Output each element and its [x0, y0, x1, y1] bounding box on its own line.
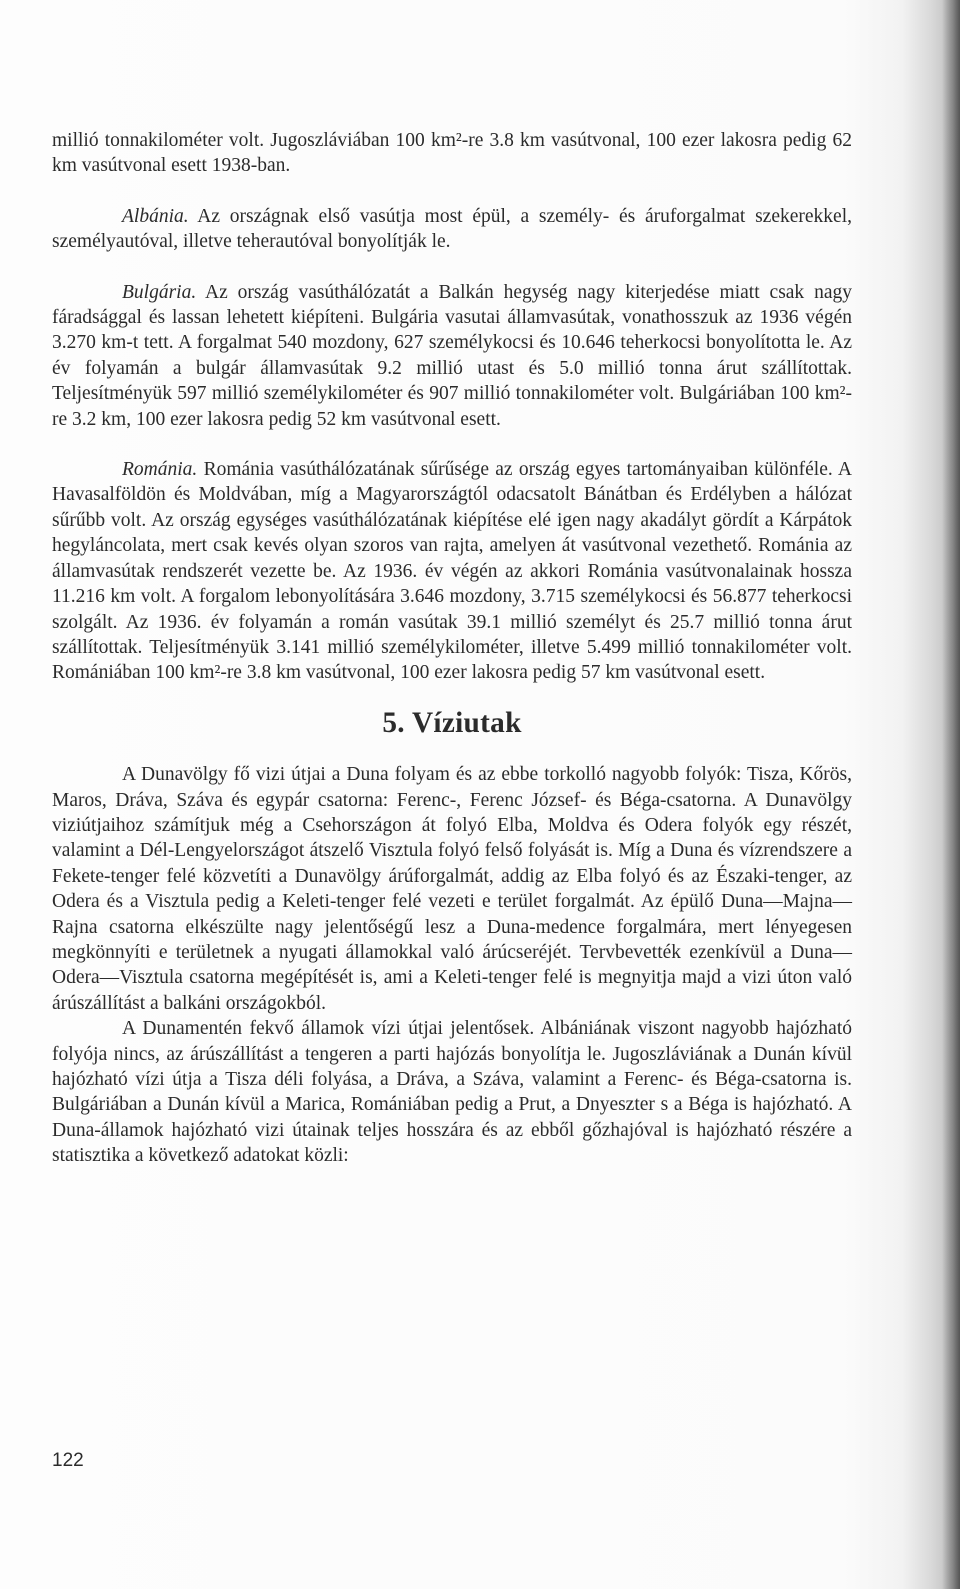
albania-paragraph: [52, 204, 852, 255]
bulgaria-text: Az ország vasúthálózatát a Balkán hegység nagy kiterjedése miatt csak nagy fáradsággal és lassan lehetett kiépíteni. Bulgária vasutai államvasútak, vonathosszuk az 1936 végén 3.270 km-t tett. A forgalmat 540 mozdony, 627 személykocsi és 10.646 teherkocsi bonyolította le. Az év folyamán a bulgár államvasútak 9.2 millió utast és 5.0 millió tonna árut szállítottak. Teljesítményük 597 millió személykilométer és 907 millió tonnakilométer volt. Bulgáriában 100 km²-re 3.2 km, 100 ezer lakosra pedig 52 km vasútvonal esett.: [52, 281, 852, 430]
opening-paragraph: millió tonnakilométer volt. Jugoszláviában 100 km²-re 3.8 km vasútvonal, 100 ezer lakosra pedig 62 km vasútvonal esett 1938-ban.: [52, 130, 852, 177]
section-heading: 5. Víziutak: [382, 706, 522, 739]
bulgaria-paragraph: [52, 280, 852, 432]
romania-label: Románia.: [122, 459, 198, 481]
page-number: 122: [52, 1450, 84, 1471]
albania-text: Az országnak első vasútja most épül, a személy- és áruforgalmat szekerekkel, személyautóval, illetve teherautóval bonyolítják le.: [52, 205, 852, 253]
romania-paragraph: [52, 457, 852, 686]
romania-text: Románia vasúthálózatának sűrűsége az ország egyes tartományaiban különféle. A Havasalföldön és Moldvában, míg a Magyarországtól odacsatolt Bánátban és Erdélyben a hálózat sűrűbb volt. Az ország egységes vasúthálózatának kiépítése elé igen nagy akadályt gördít a Kárpátok hegyláncolata, mert csak kevés olyan szoros van rajta, amelyen át vasútvonal vezethető. Románia az államvasútak rendszerét vezette be. Az 1936. év végén az akkori Románia vasútvonalainak hossza 11.216 km volt. A forgalom lebonyolítására 3.646 mozdony, 3.715 személykocsi és 56.877 teherkocsi szolgált. Az 1936. év folyamán a román vasútak 39.1 millió személyt és 25.7 millió tonna árut szállítottak. Teljesítményük 3.141 millió személykilométer, illetve 5.499 millió tonnakilométer volt. Romániában 100 km²-re 3.8 km vasútvonal, 100 ezer lakosra pedig 57 km vasútvonal esett.: [52, 459, 852, 684]
albania-label: Albánia.: [122, 205, 189, 227]
page-edge-shadow: [942, 0, 960, 1589]
page-text: [52, 128, 852, 1169]
bulgaria-label: Bulgária.: [122, 281, 197, 303]
waterways-paragraph-2: A Dunamentén fekvő államok vízi útjai jelentősek. Albániának viszont nagyobb hajózható folyója nincs, az árúszállítást a tengeren a parti hajózás bonyolítja le. Jugoszláviának a Dunán kívül hajózható vízi útja a Tisza déli folyása, a Dráva, a Száva, valamint a Ferenc- és Béga-csatorna is. Bulgáriában a Dunán kívül a Marica, Romániában pedig a Prut, a Dnyeszter s a Béga is hajózható. A Duna-államok hajózható vizi útainak teljes hosszára és az ebből gőzhajóval is hajózható részére a statisztika a következő adatokat közli:: [52, 1018, 852, 1167]
waterways-paragraph-1: A Dunavölgy fő vizi útjai a Duna folyam és az ebbe torkolló nagyobb folyók: Tisza, Kőrös, Maros, Dráva, Száva és egypár csatorna: Ferenc-, Ferenc József- és Béga-csatorna. A Dunavölgy viziútjaihoz számítjuk még a Csehországon át folyó Elba, Moldva és Odera folyók egy részét, valamint a Dél-Lengyelországot átszelő Visztula folyó felső folyását is. Míg a Duna és vízrendszere a Fekete-tenger felé közvetíti a Dunavölgy árúforgalmát, addig az Elba folyó és az Északi-tenger, az Odera és a Visztula pedig a Keleti-tenger felé vezeti e terület forgalmát. Az épülő Duna—Majna—Rajna csatorna elkészülte nagy jelentőségű lesz a Duna-medence forgalmára, mert lényegesen megkönnyíti e területnek a nyugati államokkal való árúcseréjét. Tervbevették ezenkívül a Duna—Odera—Visztula csatorna megépítését is, ami a Keleti-tenger felé is megnyitja majd a vizi úton való árúszállítást a balkáni országokból.: [52, 764, 852, 1014]
